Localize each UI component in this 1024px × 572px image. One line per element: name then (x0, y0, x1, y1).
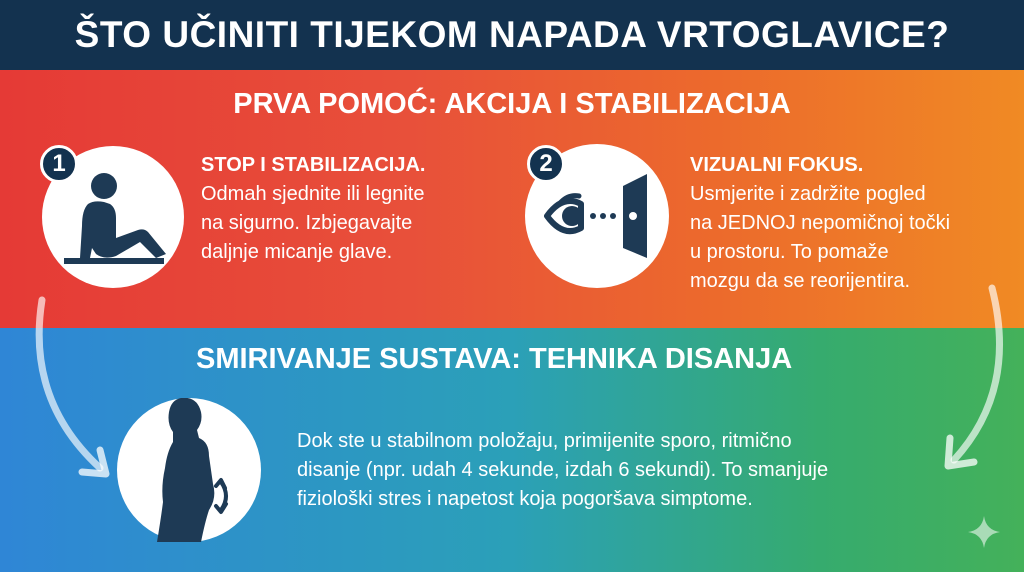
step-1-text (201, 151, 501, 267)
step-2-line: na JEDNOJ nepomičnoj točki (690, 212, 951, 234)
left-curved-arrow-icon (20, 290, 120, 490)
step-1-title: STOP I STABILIZACIJA. (201, 154, 426, 176)
step-1-line: na sigurno. Izbjegavajte (201, 212, 413, 234)
section-heading-breathing: SMIRIVANJE SUSTAVA: TEHNIKA DISANJA (196, 343, 793, 375)
step-1-line: Odmah sjednite ili legnite (201, 183, 425, 205)
breathing-line: fiziološki stres i napetost koja pogoršava simptome. (297, 488, 753, 510)
step-2-text (690, 151, 1010, 296)
step-2-line: Usmjerite i zadržite pogled (690, 183, 926, 205)
sparkle-icon (966, 514, 1002, 550)
step-2-line: u prostoru. To pomaže (690, 241, 889, 263)
title-bar (0, 0, 1024, 70)
breathing-person-icon (117, 398, 261, 542)
step-1-line: daljnje micanje glave. (201, 241, 393, 263)
breathing-circle (117, 398, 261, 542)
breathing-text (297, 427, 997, 514)
step-1-number-badge: 1 (40, 145, 78, 183)
step-2-number-badge: 2 (527, 145, 565, 183)
step-2-line: mozgu da se reorijentira. (690, 270, 911, 292)
right-curved-arrow-icon (930, 280, 1020, 480)
step-2-title: VIZUALNI FOKUS. (690, 154, 864, 176)
page-title: ŠTO UČINITI TIJEKOM NAPADA VRTOGLAVICE? (74, 14, 950, 55)
breathing-line: Dok ste u stabilnom položaju, primijenite sporo, ritmično (297, 430, 792, 452)
breathing-line: disanje (npr. udah 4 sekunde, izdah 6 sekundi). To smanjuje (297, 459, 829, 481)
section-heading-first-aid: PRVA POMOĆ: AKCIJA I STABILIZACIJA (233, 88, 791, 120)
